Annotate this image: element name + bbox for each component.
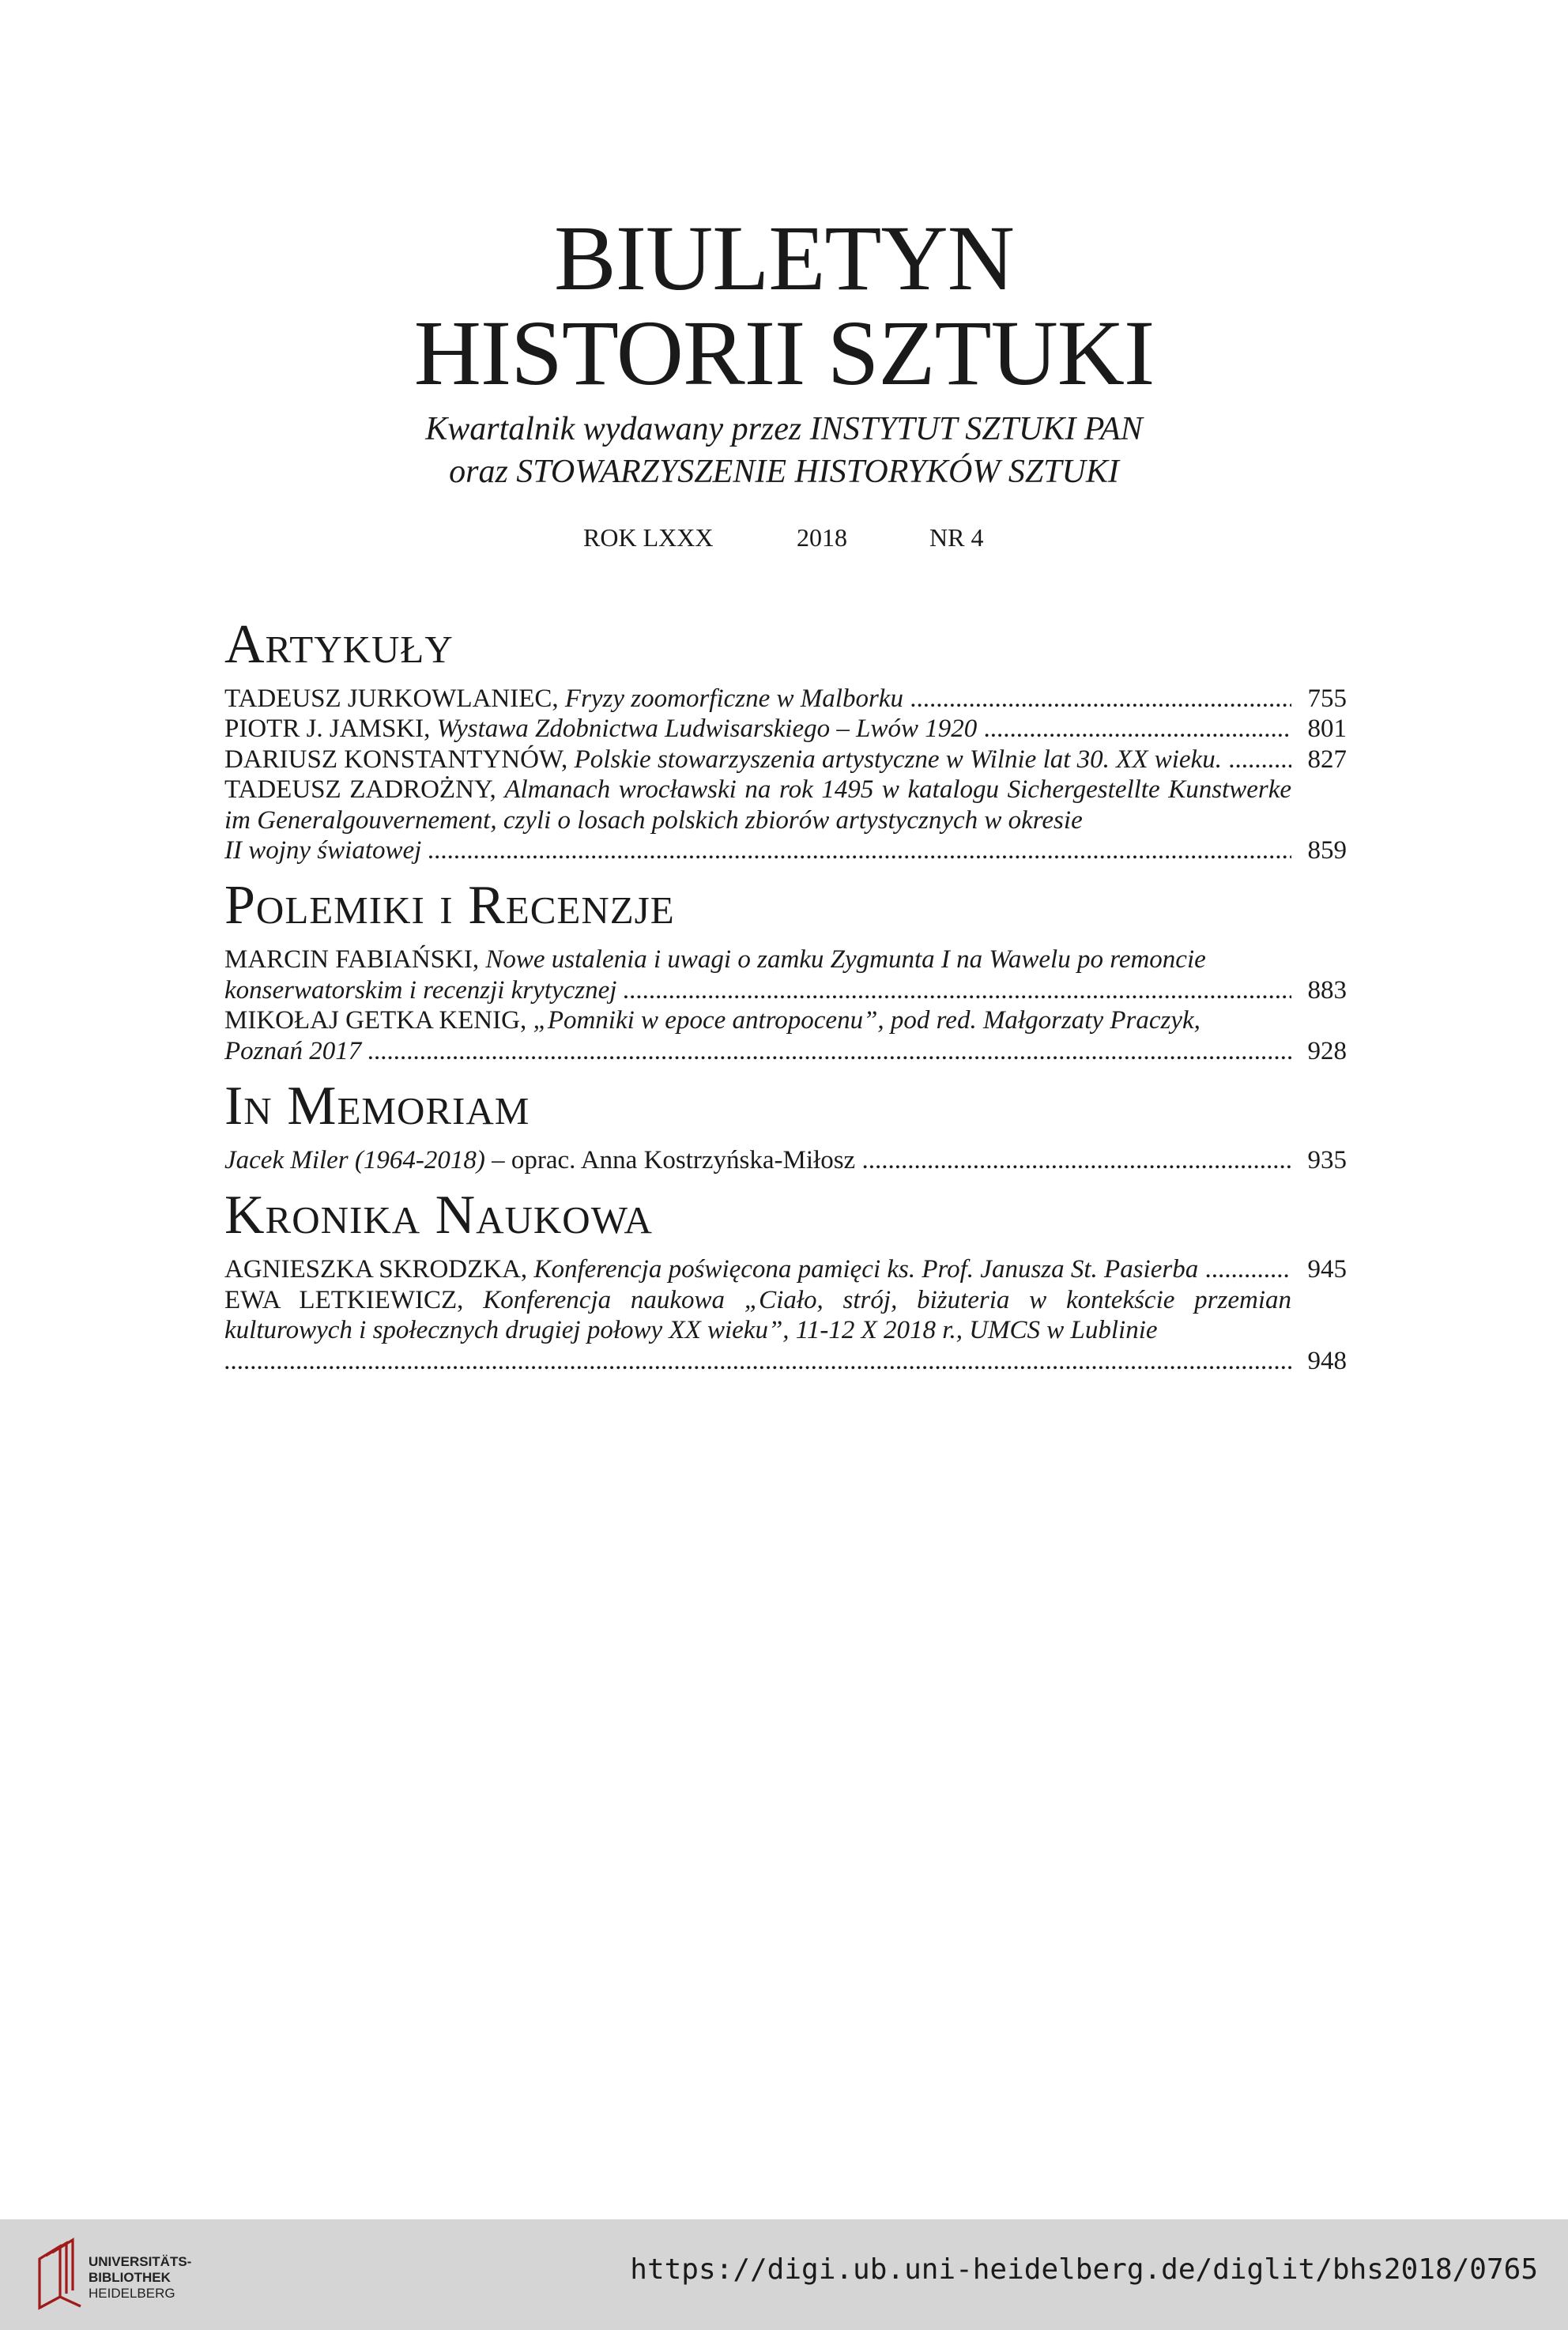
toc-entry[interactable] (224, 1005, 1347, 1066)
entry-author: TADEUSZ JURKOWLANIEC, (224, 684, 559, 713)
entry-author: DARIUSZ KONSTANTYNÓW, (224, 745, 568, 774)
journal-title-line1: BIULETYN (554, 206, 1014, 310)
entry-title-end: konserwatorskim i recenzji krytycznej ..... (224, 975, 1291, 1005)
entry-author: AGNIESZKA SKRODZKA, (224, 1255, 528, 1284)
section-heading: Kronika Naukowa (224, 1185, 653, 1246)
entry-author: MARCIN FABIAŃSKI, (224, 945, 480, 975)
entry-title: Jacek Miler (1964-2018) (224, 1146, 485, 1175)
entry-title: Fryzy zoomorficzne w Malborku (564, 684, 903, 713)
journal-subtitle-line2: oraz STOWARZYSZENIE HISTORYKÓW SZTUKI (449, 454, 1119, 490)
entry-page-number: 928 (1307, 1036, 1347, 1065)
toc-entry[interactable] (224, 714, 1347, 744)
toc-entry[interactable] (224, 1285, 1347, 1376)
entry-page-number: 859 (1307, 836, 1347, 865)
entry-page-number: 948 (1307, 1346, 1347, 1375)
toc-section-articles (224, 613, 1347, 865)
entry-title-end: Poznań 2017 ..... (224, 1036, 1291, 1066)
library-footer-bar (0, 2219, 1568, 2330)
entry-title: Wystawa Zdobnictwa Ludwisarskiego – Lwów 1920 (436, 714, 978, 744)
entry-title: Konferencja naukowa „Ciało, strój, biżuteria w kontekście przemian kulturowych i społecznych drugiej połowy XX wieku”, 11-12 X 2018 r., UMCS w Lublinie (224, 1285, 1291, 1345)
toc-entry[interactable] (224, 1145, 1347, 1175)
toc-entry[interactable] (224, 1254, 1347, 1284)
entry-page-number: 945 (1307, 1255, 1347, 1284)
section-heading: Artykuły (224, 614, 454, 675)
entry-page-number: 827 (1307, 745, 1347, 774)
table-of-contents (224, 613, 1347, 1376)
issue-number: NR 4 (929, 523, 984, 552)
toc-section-in-memoriam (224, 1074, 1347, 1175)
toc-entry[interactable] (224, 775, 1347, 865)
entry-author: PIOTR J. JAMSKI, (224, 714, 431, 744)
source-url-link[interactable]: https://digi.ub.uni-heidelberg.de/diglit/bhs2018/0765 (630, 2253, 1538, 2286)
entry-title: Nowe ustalenia i uwagi o zamku Zygmunta I na Wawelu po remoncie (485, 945, 1206, 975)
entry-editor: – oprac. Anna Kostrzyńska-Miłosz (484, 1146, 856, 1175)
section-heading: In Memoriam (224, 1076, 530, 1137)
entry-page-number: 801 (1307, 714, 1347, 744)
toc-entry[interactable] (224, 745, 1347, 775)
issue-volume: ROK LXXX (583, 523, 714, 552)
library-name-line3: HEIDELBERG (89, 2286, 175, 2301)
entry-page-number: 935 (1307, 1146, 1347, 1175)
entry-page-number: 755 (1307, 684, 1347, 713)
entry-title: „Pomniki w epoce antropocenu”, pod red. Małgorzaty Praczyk, (533, 1006, 1200, 1035)
entry-title: Konferencja poświęcona pamięci ks. Prof. Janusza St. Pasierba (533, 1255, 1199, 1284)
journal-title-line2: HISTORII SZTUKI (413, 301, 1155, 405)
entry-title: Almanach wrocławski na rok 1495 w katalogu Sichergestellte Kunstwerke im Generalgouvernement, czyli o losach polskich zbiorów artystycznych w okresie (224, 775, 1291, 835)
entry-title-end: II wojny światowej ..... (224, 835, 1291, 865)
toc-entry[interactable] (224, 684, 1347, 714)
entry-author: TADEUSZ ZADROŻNY, (224, 775, 496, 805)
library-name (89, 2254, 191, 2302)
entry-author: MIKOŁAJ GETKA KENIG, (224, 1006, 527, 1035)
entry-page-number: 883 (1307, 975, 1347, 1005)
journal-subtitle-line1: Kwartalnik wydawany przez INSTYTUT SZTUKI PAN (425, 411, 1143, 447)
issue-year: 2018 (797, 523, 847, 552)
toc-section-scientific-chronicle (224, 1183, 1347, 1376)
entry-author: EWA LETKIEWICZ, (224, 1285, 464, 1314)
section-heading: Polemiki i Recenzje (224, 875, 675, 937)
library-logo-icon (28, 2235, 92, 2314)
entry-title: Polskie stowarzyszenia artystyczne w Wilnie lat 30. XX wieku. (574, 745, 1222, 774)
library-name-line2: BIBLIOTHEK (89, 2270, 171, 2285)
library-name-line1: UNIVERSITÄTS- (89, 2254, 192, 2269)
toc-entry[interactable] (224, 944, 1347, 1005)
entry-title-end (224, 1346, 1291, 1376)
toc-section-polemics-reviews (224, 873, 1347, 1066)
